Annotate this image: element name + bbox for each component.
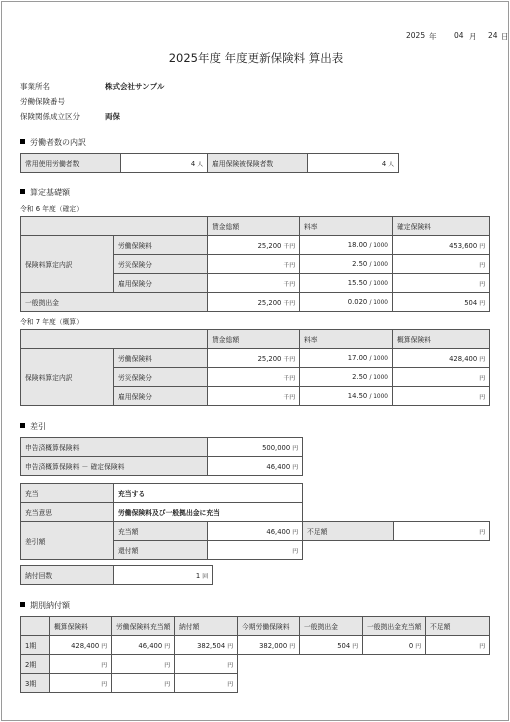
est-row-rate: 2.50 / 1000 [300, 368, 393, 387]
allocation-spacer [394, 503, 490, 522]
refund-value: 円 [208, 541, 303, 560]
difference-value: 46,400 円 [208, 457, 303, 476]
est-col-premium: 概算保険料 [393, 330, 490, 349]
est-col-rate: 料率 [300, 330, 393, 349]
allocation-spacer [303, 541, 394, 560]
date-month-unit: 月 [469, 32, 477, 41]
shortage-value: 円 [394, 522, 490, 541]
period-row-label: 3期 [21, 674, 50, 693]
periods-section-title: 期別納付額 [20, 600, 70, 611]
periods-col-header: 労働保険料充当額 [112, 617, 175, 636]
fixed-row-wage: 25,200 千円 [208, 236, 300, 255]
allocated-amount-label: 充当額 [114, 522, 208, 541]
allocation-spacer [303, 484, 394, 503]
period-cell: 円 [175, 655, 238, 674]
periods-col-header: 一般拠出金 [300, 617, 363, 636]
periods-col-header: 今期労働保険料 [238, 617, 300, 636]
estimated-premium-table [20, 329, 490, 406]
installments-table [20, 565, 213, 585]
est-row-label: 労災保険分 [114, 368, 208, 387]
declared-premium-table [20, 437, 303, 476]
page-title: 2025年度 年度更新保険料 算出表 [168, 51, 344, 65]
fixed-row-premium: 円 [393, 255, 490, 274]
difference-label: 申告済概算保険料 － 確定保険料 [21, 457, 208, 476]
section-square-icon [20, 189, 25, 194]
section-square-icon [20, 139, 25, 144]
period-cell: 円 [112, 655, 175, 674]
est-col-wage: 賃金総額 [208, 330, 300, 349]
period-spacer [238, 674, 490, 693]
fixed-row-rate: 18.00 / 1000 [300, 236, 393, 255]
period-cell: 504 円 [300, 636, 363, 655]
est-row-wage: 千円 [208, 368, 300, 387]
period-cell: 382,000 円 [238, 636, 300, 655]
allocation-spacer [303, 503, 394, 522]
shortage-label: 不足額 [303, 522, 394, 541]
est-row-premium: 428,400 円 [393, 349, 490, 368]
fixed-row-premium: 453,600 円 [393, 236, 490, 255]
period-cell: 46,400 円 [112, 636, 175, 655]
est-row-wage: 25,200 千円 [208, 349, 300, 368]
period-cell: 円 [112, 674, 175, 693]
balance-label: 差引額 [21, 522, 114, 560]
date-year-unit: 年 [429, 32, 437, 41]
fixed-col-wage: 賃金総額 [208, 217, 300, 236]
est-row-label: 雇用保険分 [114, 387, 208, 406]
fixed-row-rate: 15.50 / 1000 [300, 274, 393, 293]
period-cell: 382,504 円 [175, 636, 238, 655]
allocation-spacer [394, 484, 490, 503]
periods-header-blank [21, 617, 50, 636]
date-year: 2025 [406, 31, 426, 40]
fixed-col-rate: 料率 [300, 217, 393, 236]
workers-section-title: 労働者数の内訳 [20, 137, 86, 148]
allocation-intent-value: 労働保険料及び一般拠出金に充当 [114, 503, 303, 522]
fixed-premium-table [20, 216, 490, 312]
estimated-year-title: 令和 7 年度（概算） [20, 318, 84, 326]
fixed-header-blank [21, 217, 208, 236]
general-contribution-premium: 504 円 [393, 293, 490, 312]
allocated-amount-value: 46,400 円 [208, 522, 303, 541]
fixed-breakdown-label: 保険料算定内訳 [21, 236, 114, 293]
declared-premium-label: 申告済概算保険料 [21, 438, 208, 457]
general-contribution-label: 一般拠出金 [21, 293, 208, 312]
fixed-col-premium: 確定保険料 [393, 217, 490, 236]
est-row-rate: 17.00 / 1000 [300, 349, 393, 368]
relation-type-value: 両保 [105, 112, 120, 121]
allocation-label: 充当 [21, 484, 114, 503]
declared-premium-value: 500,000 円 [208, 438, 303, 457]
fixed-row-label: 労働保険料 [114, 236, 208, 255]
period-cell: 428,400 円 [50, 636, 112, 655]
period-cell: 円 [50, 655, 112, 674]
date-month: 04 [454, 31, 464, 40]
regular-workers-label: 常用使用労働者数 [21, 154, 121, 173]
fixed-row-rate: 2.50 / 1000 [300, 255, 393, 274]
periods-col-header: 納付額 [175, 617, 238, 636]
period-cell: 円 [50, 674, 112, 693]
basis-section-title: 算定基礎額 [20, 187, 70, 198]
installments-label: 納付回数 [21, 566, 114, 585]
workers-table [20, 153, 399, 173]
allocation-spacer [394, 541, 490, 560]
periods-col-header: 一般拠出金充当額 [363, 617, 426, 636]
insured-employees-value: 4 人 [308, 154, 399, 173]
est-breakdown-label: 保険料算定内訳 [21, 349, 114, 406]
fixed-year-title: 令和 6 年度（確定） [20, 205, 84, 213]
fixed-row-premium: 円 [393, 274, 490, 293]
fixed-row-wage: 千円 [208, 274, 300, 293]
date-day-unit: 日 [501, 32, 509, 41]
allocation-value: 充当する [114, 484, 303, 503]
difference-section-title: 差引 [20, 421, 46, 432]
est-header-blank [21, 330, 208, 349]
regular-workers-value: 4 人 [121, 154, 208, 173]
premium-calculation-sheet [1, 1, 509, 721]
period-cell: 0 円 [363, 636, 426, 655]
period-cell: 円 [175, 674, 238, 693]
allocation-intent-label: 充当意思 [21, 503, 114, 522]
allocation-table [20, 483, 490, 560]
section-square-icon [20, 423, 25, 428]
fixed-row-wage: 千円 [208, 255, 300, 274]
period-cell: 円 [426, 636, 490, 655]
relation-type-label: 保険関係成立区分 [20, 112, 80, 121]
insured-employees-label: 雇用保険被保険者数 [208, 154, 308, 173]
periods-col-header: 不足額 [426, 617, 490, 636]
office-name-value: 株式会社サンプル [105, 82, 165, 91]
office-name-label: 事業所名 [20, 82, 50, 91]
period-row-label: 1期 [21, 636, 50, 655]
fixed-row-label: 労災保険分 [114, 255, 208, 274]
fixed-row-label: 雇用保険分 [114, 274, 208, 293]
est-row-premium: 円 [393, 387, 490, 406]
general-contribution-rate: 0.020 / 1000 [300, 293, 393, 312]
refund-label: 還付額 [114, 541, 208, 560]
section-square-icon [20, 602, 25, 607]
est-row-wage: 千円 [208, 387, 300, 406]
general-contribution-wage: 25,200 千円 [208, 293, 300, 312]
periods-table [20, 616, 490, 693]
period-row-label: 2期 [21, 655, 50, 674]
installments-value: 1 回 [114, 566, 213, 585]
est-row-premium: 円 [393, 368, 490, 387]
date-day: 24 [488, 31, 498, 40]
insurance-number-label: 労働保険番号 [20, 97, 65, 106]
est-row-label: 労働保険料 [114, 349, 208, 368]
est-row-rate: 14.50 / 1000 [300, 387, 393, 406]
period-spacer [238, 655, 490, 674]
periods-col-header: 概算保険料 [50, 617, 112, 636]
